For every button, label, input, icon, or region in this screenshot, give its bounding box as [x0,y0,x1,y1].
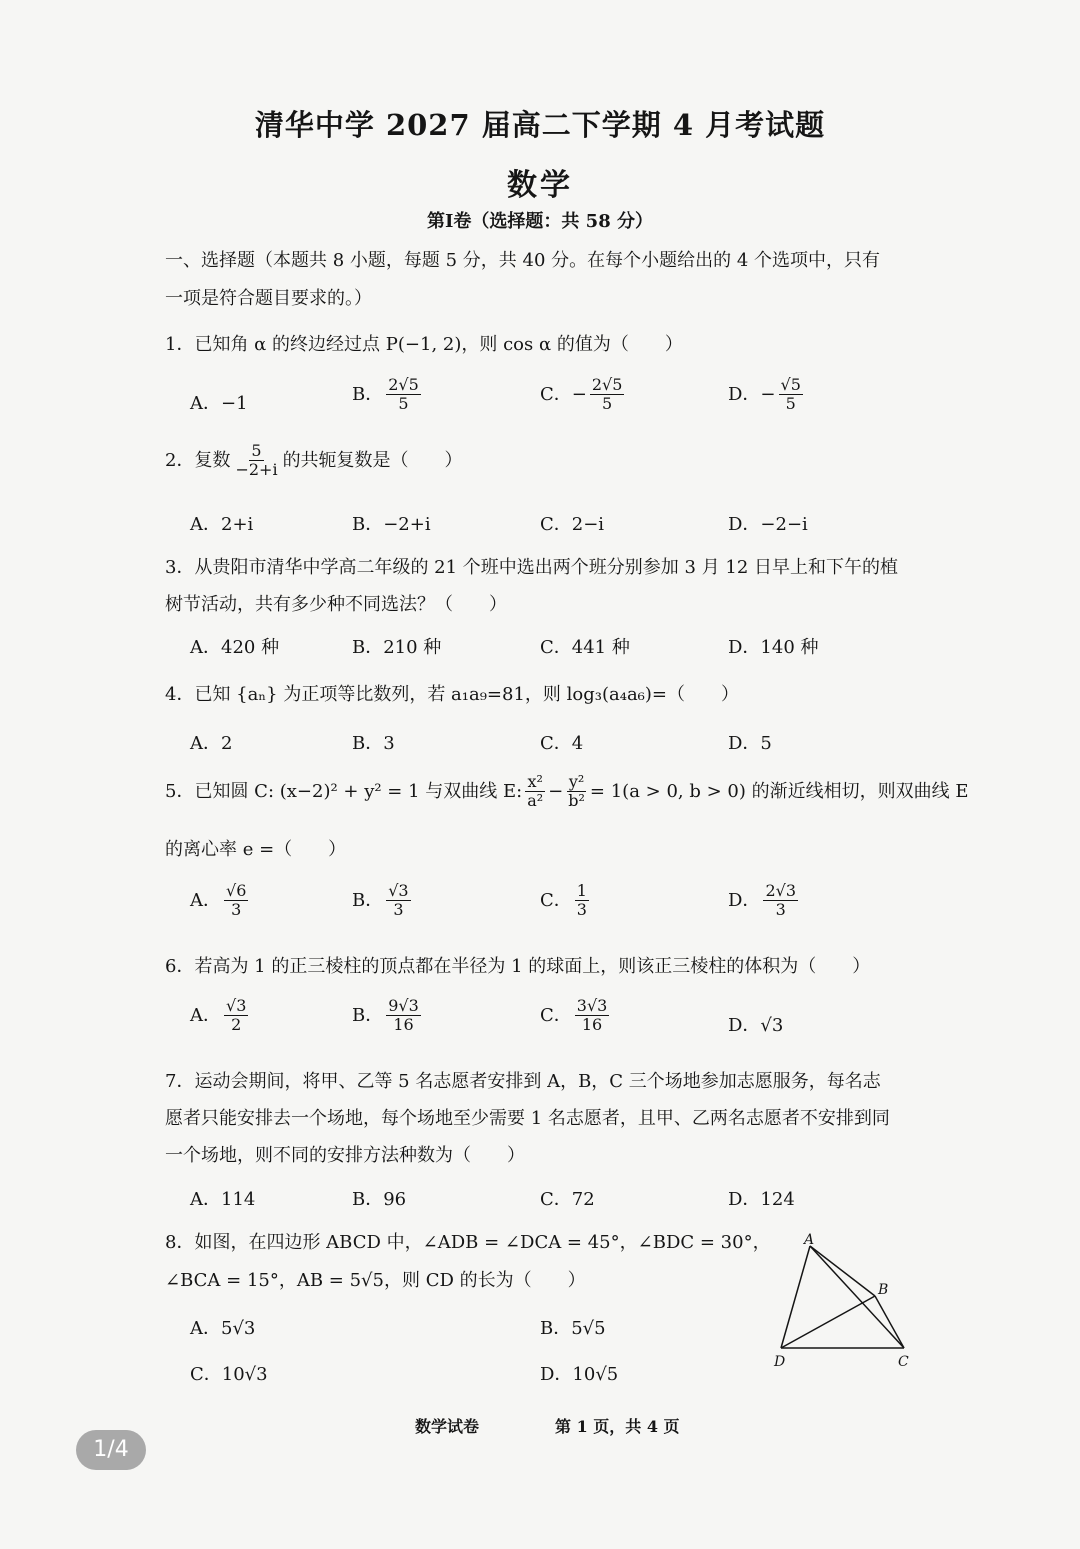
q8-quadrilateral-figure [772,1232,922,1372]
segment-ad [781,1246,810,1348]
q5-x-fraction: $\frac{\text{x²}}{\text{a²}}$ [527,772,544,811]
q1-option-d: D．− $\frac{√5}{5}$ [728,375,801,414]
segment-ab [810,1246,875,1296]
section-heading: 第Ⅰ卷（选择题：共 58 分） [426,211,653,232]
q1-option-b: B． $\frac{2√5}{5}$ [352,375,419,414]
q7-stem-line1: 7．运动会期间，将甲、乙等 5 名志愿者安排到 A，B，C 三个场地参加志愿服务，每名志 [165,1071,881,1092]
q6-option-b-fraction: $\frac{9√3}{16}$ [388,996,419,1035]
part1-instruction-line1: 一、选择题（本题共 8 小题，每题 5 分，共 40 分。在每个小题给出的 4 个选项中，只有 [165,250,881,271]
q1-option-d-fraction: $\frac{√5}{5}$ [780,375,801,414]
q1-option-c-fraction: $\frac{2√5}{5}$ [591,375,623,414]
q1-option-c: C．− $\frac{2√5}{5}$ [540,375,623,414]
q5-y-fraction: $\frac{\text{y²}}{\text{b²}}$ [568,772,585,811]
q5-stem-line2: 的离心率 e =（ ） [165,839,347,860]
q5-option-a: A． $\frac{√6}{3}$ [190,881,247,920]
q2-option-a: A．2+i [190,514,254,535]
q3-option-d: D．140 种 [728,637,819,658]
q7-option-d: D．124 [728,1189,795,1210]
point-b-label: B [878,1282,889,1298]
q6-stem: 6．若高为 1 的正三棱柱的顶点都在半径为 1 的球面上，则该正三棱柱的体积为（ ） [165,956,871,977]
q1-stem: 1．已知角 α 的终边经过点 P(−1, 2)，则 cos α 的值为（ ） [165,334,683,355]
q4-option-a: A．2 [190,733,233,754]
q4-option-b: B．3 [352,733,395,754]
q5-option-b-fraction: $\frac{√3}{3}$ [388,881,409,920]
q2-option-b: B．−2+i [352,514,431,535]
q8-stem-line1: 8．如图，在四边形 ABCD 中，∠ADB = ∠DCA = 45°，∠BDC = 30°， [165,1232,771,1253]
q3-option-b: B．210 种 [352,637,442,658]
q5-option-a-fraction: $\frac{√6}{3}$ [226,881,247,920]
q4-option-c: C．4 [540,733,584,754]
diagonal-ac [810,1246,904,1348]
q8-stem-line2: ∠BCA = 15°，AB = 5√5，则 CD 的长为（ ） [165,1270,586,1291]
q3-option-a: A．420 种 [190,637,280,658]
q8-option-a: A．5√3 [190,1318,256,1339]
q5-option-d-fraction: $\frac{2√3}{3}$ [765,881,796,920]
q1-option-b-fraction: $\frac{2√5}{5}$ [388,375,419,414]
q7-option-b: B．96 [352,1189,407,1210]
q2-stem: 2．复数 $\frac{5}{-2+i}$ 的共轭复数是（ ） [165,441,463,480]
q7-option-a: A．114 [190,1189,256,1210]
q2-option-d: D．−2−i [728,514,808,535]
q3-option-c: C．441 种 [540,637,630,658]
q4-option-d: D．5 [728,733,772,754]
q4-stem: 4．已知 {aₙ} 为正项等比数列，若 a₁a₉=81，则 log₃(a₄a₆)=（ ） [165,684,739,705]
q7-stem-line3: 一个场地，则不同的安排方法种数为（ ） [165,1145,525,1166]
exam-title: 清华中学 2027 届高二下学期 4 月考试题 [254,108,826,142]
point-d-label: D [774,1354,786,1370]
footer-subject: 数学试卷 [415,1417,480,1436]
page-indicator-badge[interactable]: 1/4 [76,1430,146,1470]
q5-option-b: B． $\frac{√3}{3}$ [352,881,409,920]
q3-stem-line1: 3．从贵阳市清华中学高二年级的 21 个班中选出两个班分别参加 3 月 12 日早上和下午的植 [165,557,899,578]
q6-option-c: C． $\frac{3√3}{16}$ [540,996,608,1035]
q1-option-a: A．−1 [190,393,248,414]
point-a-label: A [804,1232,815,1248]
q3-stem-line2: 树节活动，共有多少种不同选法？（ ） [165,594,507,615]
footer-page-number: 第 1 页，共 4 页 [555,1417,680,1436]
q6-option-a: A． $\frac{√3}{2}$ [190,996,247,1035]
q5-option-d: D． $\frac{2√3}{3}$ [728,881,796,920]
q8-option-d: D．10√5 [540,1364,619,1385]
exam-subject: 数学 [507,168,573,203]
q2-option-c: C．2−i [540,514,605,535]
point-c-label: C [898,1354,909,1370]
q6-option-c-fraction: $\frac{3√3}{16}$ [576,996,608,1035]
part1-instruction-line2: 一项是符合题目要求的。） [165,288,372,309]
q7-stem-line2: 愿者只能安排去一个场地，每个场地至少需要 1 名志愿者，且甲、乙两名志愿者不安排到同 [165,1108,890,1129]
q2-fraction: $\frac{5}{-2+i}$ [235,441,278,480]
q8-option-c: C．10√3 [190,1364,268,1385]
q5-option-c: C． $\frac{1}{3}$ [540,881,587,920]
q6-option-d: D．√3 [728,1015,784,1036]
q7-option-c: C．72 [540,1189,595,1210]
q6-option-a-fraction: $\frac{√3}{2}$ [226,996,247,1035]
q5-stem-line1: 5．已知圆 C: (x−2)² + y² = 1 与双曲线 E: $\frac{\text{x²}}{\text{a²}}$ − $\frac{\text{y²}}{\text{b²}}$ = 1(a > 0, b > 0) 的渐近线相切，则双曲线 E [165,772,969,811]
q8-option-b: B．5√5 [540,1318,606,1339]
q6-option-b: B． $\frac{9√3}{16}$ [352,996,419,1035]
q5-option-c-fraction: $\frac{1}{3}$ [576,881,587,920]
diagonal-bd [781,1296,875,1348]
